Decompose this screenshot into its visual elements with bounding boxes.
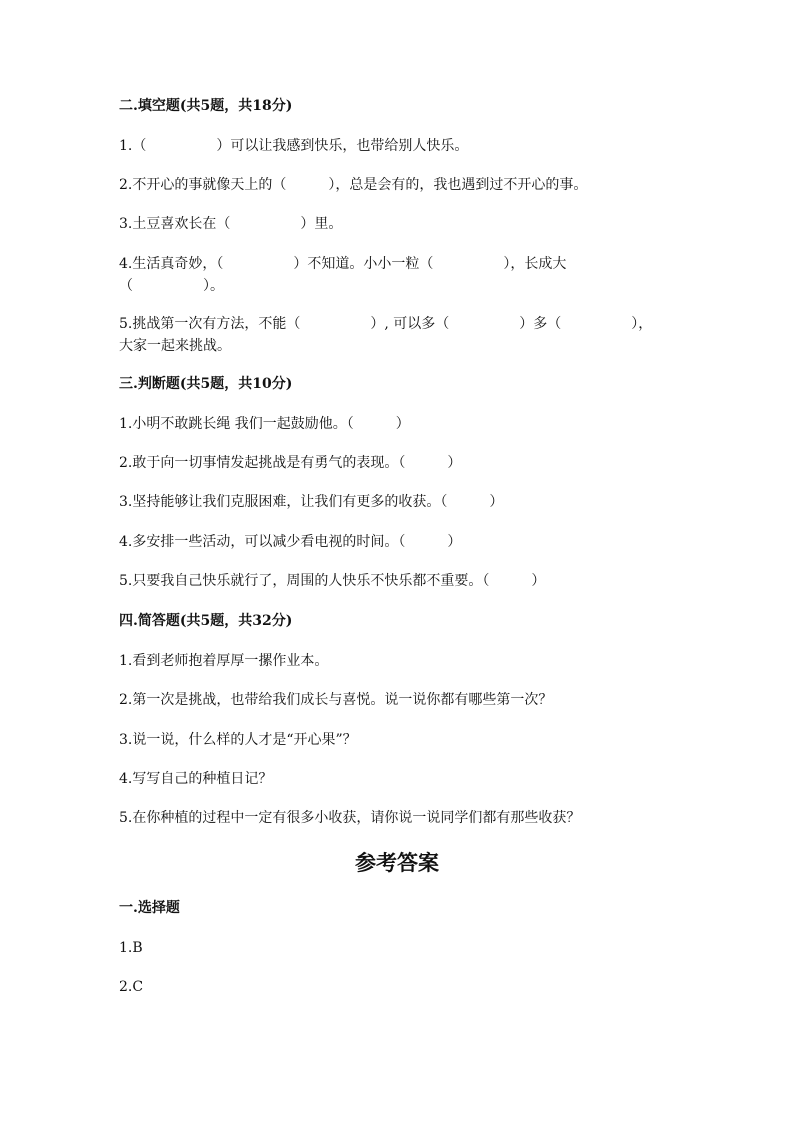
answers-section1-heading: 一.选择题	[119, 900, 180, 916]
answer-item-2: 2.C	[119, 979, 144, 995]
short-answer-question-2: 2.第一次是挑战，也带给我们成长与喜悦。说一说你都有哪些第一次？	[119, 692, 553, 708]
answer-key-title: 参考答案	[355, 850, 439, 875]
judgment-question-1: 1.小明不敢跳长绳 我们一起鼓励他。（ ）	[119, 416, 410, 432]
answer-item-1: 1.B	[119, 940, 143, 956]
short-answer-question-4: 4.写写自己的种植日记？	[119, 771, 273, 787]
fill-blank-question-3: 3.土豆喜欢长在（ ）里。	[119, 216, 343, 232]
judgment-question-3: 3.坚持能够让我们克服困难，让我们有更多的收获。（ ）	[119, 494, 504, 510]
section4-heading: 四.简答题(共5题，共32分)	[119, 613, 293, 629]
fill-blank-question-4: 4.生活真奇妙，（ ）不知道。小小一粒（ ），长成大（ ）。	[119, 256, 567, 294]
short-answer-question-3: 3.说一说，什么样的人才是“开心果”？	[119, 732, 357, 748]
judgment-question-4: 4.多安排一些活动，可以减少看电视的时间。（ ）	[119, 534, 462, 550]
section3-heading: 三.判断题(共5题，共10分)	[119, 376, 293, 392]
short-answer-question-1: 1.看到老师抱着厚厚一摞作业本。	[119, 653, 329, 669]
short-answer-question-5: 5.在你种植的过程中一定有很多小收获，请你说一说同学们都有那些收获？	[119, 810, 581, 826]
section2-heading: 二.填空题(共5题，共18分)	[119, 98, 293, 114]
fill-blank-question-5: 5.挑战第一次有方法，不能（ ）, 可以多（ ）多（ ），大家一起来挑战。	[119, 316, 653, 354]
judgment-question-2: 2.敢于向一切事情发起挑战是有勇气的表现。（ ）	[119, 455, 462, 471]
fill-blank-question-2: 2.不开心的事就像天上的（ ），总是会有的，我也遇到过不开心的事。	[119, 177, 588, 193]
judgment-question-5: 5.只要我自己快乐就行了，周围的人快乐不快乐都不重要。（ ）	[119, 573, 546, 589]
fill-blank-question-1: 1.（ ）可以让我感到快乐，也带给别人快乐。	[119, 138, 469, 154]
